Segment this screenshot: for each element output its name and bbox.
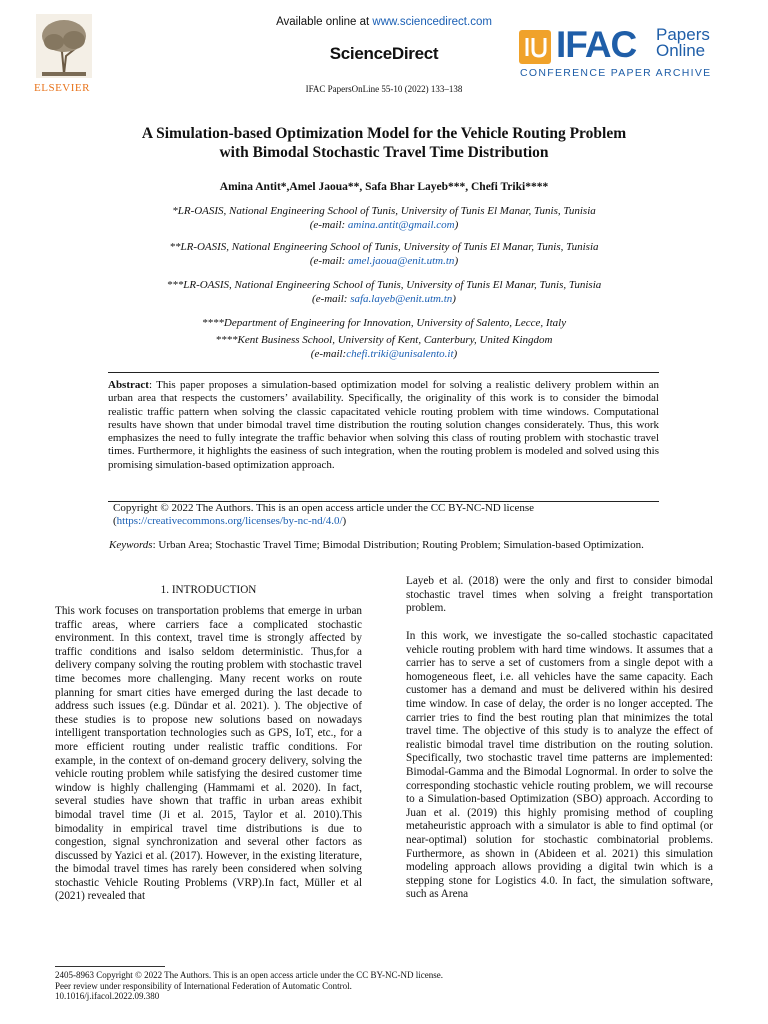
sciencedirect-link[interactable]: www.sciencedirect.com xyxy=(372,16,492,28)
affiliation-4: ****Department of Engineering for Innovation, University of Salento, Lecce, Italy xyxy=(201,317,567,329)
intro-right-paragraph-1: Layeb et al. (2018) were the only and first to consider bimodal stochastic travel times when solving a freight transportation problem. xyxy=(406,575,713,615)
email-link[interactable]: amina.antit@gmail.com xyxy=(347,219,455,231)
sciencedirect-wordmark: ScienceDirect xyxy=(329,44,439,63)
affiliation-3: ***LR-OASIS, National Engineering School of Tunis, University of Tunis El Manar, Tunis, Tunisia (e-mail: safa.layeb@enit.utm.tn) xyxy=(166,279,602,305)
intro-left-paragraph: This work focuses on transportation problems that emerge in urban traffic areas, where carriers face a complicated stochastic environment. In this context, travel time is strongly affected by traffic conditions and isalso seldom deterministic. Thus,for a delivery company solving the routing problem with stochastic travel time becomes more challenging. Many recent works on route planning for smart cities have emerged during the last decade to address such issues (e.g. Dündar et al. 2021). ). The objective of these studies is to propose new solutions based on nowadays intelligent transportation technologies such as GPS, IoT, etc., for a more efficient routing under realistic traffic conditions. For example, in the context of on-demand grocery delivery, solving the vehicle routing problem while satisfying the desired customer time window is highly challenging (Hammami et al. 2020). In fact, several studies have shown that traffic in urban areas exhibit bimodal travel time (Ji et al. 2015, Taylor et al. 2010).This bimodality in empirical travel time distributions is due to congestion, signal synchronization and several other factors as discussed by Yazici et al. (2017). However, in the existing literature, the bimodal travel times has rarely been considered when solving stochastic Vehicle Routing Problems (VRP).In fact, Müller et al (2021) revealed that xyxy=(55,605,362,903)
ifac-emblem-icon xyxy=(519,30,551,64)
affiliation-5: ****Kent Business School, University of Kent, Canterbury, United Kingdom (e-mail:chefi.triki@unisalento.it) xyxy=(215,334,553,360)
author-list: Amina Antit*,Amel Jaoua**, Safa Bhar Layeb***, Chefi Triki**** xyxy=(219,181,549,193)
footer-divider xyxy=(55,966,165,967)
copyright-notice: Copyright © 2022 The Authors. This is an open access article under the CC BY-NC-ND license (https://creativecommons.org/licenses/by-nc-nd/4.0/) xyxy=(113,502,534,527)
paper-title: A Simulation-based Optimization Model for the Vehicle Routing Problem with Bimodal Stochastic Travel Time Distribution xyxy=(141,125,627,161)
email-link[interactable]: safa.layeb@enit.utm.tn xyxy=(350,293,453,305)
affiliation-2: **LR-OASIS, National Engineering School of Tunis, University of Tunis El Manar, Tunis, Tunisia (e-mail: amel.jaoua@enit.utm.tn) xyxy=(169,241,599,267)
license-link[interactable]: https://creativecommons.org/licenses/by-nc-nd/4.0/ xyxy=(116,515,343,527)
abstract: Abstract: This paper proposes a simulation-based optimization model for solving a realistic delivery problem within an urban area that respects the customers’ availability. Specifically, the originality of this work is to consider the bimodal realistic traffic pattern when solving the classic capacitated vehicle routing problem with time windows. Computational results have shown that under bimodal travel time distribution the routing solution changes considerately. Thus, this work emphasizes the need to fully integrate the traffic behavior when solving this class of routing problem with stochastic travel times. Furthermore, it highlights the easiness of such integration, when the routing problem is modeled and solved using this promising simulation-based optimization approach. xyxy=(108,379,659,471)
conference-archive-label: CONFERENCE PAPER ARCHIVE xyxy=(520,67,712,79)
email-link[interactable]: chefi.triki@unisalento.it xyxy=(346,348,454,360)
available-online: Available online at www.sciencedirect.com xyxy=(276,16,492,28)
keywords: Keywords: Urban Area; Stochastic Travel Time; Bimodal Distribution; Routing Problem; Simulation-based Optimization. xyxy=(109,539,644,551)
journal-citation: IFAC PapersOnLine 55-10 (2022) 133–138 xyxy=(305,84,463,94)
email-link[interactable]: amel.jaoua@enit.utm.tn xyxy=(348,255,455,267)
ifac-wordmark: IFAC xyxy=(556,24,637,65)
section-heading: 1. INTRODUCTION xyxy=(160,584,257,596)
elsevier-wordmark: ELSEVIER xyxy=(34,82,90,94)
intro-right-paragraph-2: In this work, we investigate the so-called stochastic capacitated vehicle routing problem with hard time windows. It assumes that a carrier has to serve a set of customers from a single depot with a homogeneous fleet, i.e. all vehicles have the same capacity. Each customer has a demand and must be delivered within his desired time window. In case of delay, the order is no longer accepted. The carrier tries to find the best routing plan that minimizes the total travel time. The objective of this study is to analyze the effect of realistic bimodal travel time distribution on the routing solution. Specifically, two stochastic travel time patterns are implemented: Bimodal-Gamma and the Bimodal Lognormal. In order to solve the corresponding stochastic vehicle routing problem, we will recourse to a Simulation-based Optimization (SBO) approach. According to Juan et al. (2019) this highly promising method of coupling metaheuristic approach with a simulator is able to find optimal (or near-optimal) solution for stochastic combinatorial problems. Furthermore, as shown in (Abideen et al. 2021) this simulation modeling approach allows providing a digital twin which is a stepping stone for Logistics 4.0. In fact, the simulation software, such as Arena xyxy=(406,630,713,901)
affiliation-1: *LR-OASIS, National Engineering School of Tunis, University of Tunis El Manar, Tunis, Tunisia (e-mail: amina.antit@gmail.com) xyxy=(172,205,596,231)
footer: 2405-8963 Copyright © 2022 The Authors. This is an open access article under the CC BY-NC-ND license. Peer review under responsibility of International Federation of Automatic Control. 10.1016/j.ifacol.2022.09.380 xyxy=(55,970,443,1001)
papers-online-wordmark: Papers Online xyxy=(656,25,710,60)
